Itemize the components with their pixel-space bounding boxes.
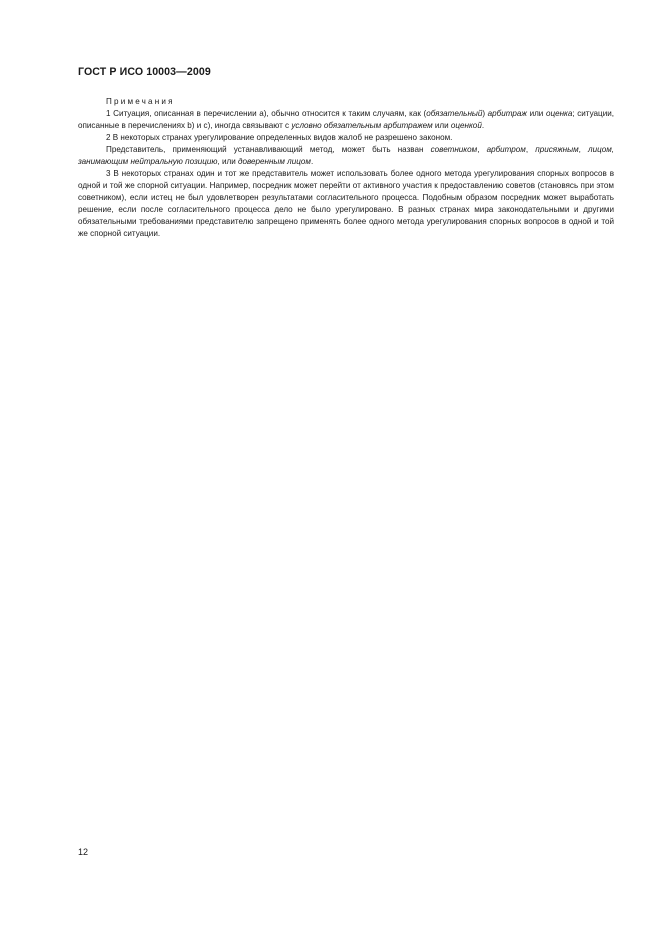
note-1-text: ; ситуации, описанные в перечислениях b) и c), иногда связывают с <box>78 109 614 130</box>
note-2: 2 В некоторых странах урегулирование определенных видов жалоб не разрешено законом. <box>106 133 453 142</box>
notes-section <box>78 96 614 240</box>
note-1-text: или <box>526 109 546 118</box>
note-2b-text: , или <box>217 157 238 166</box>
document-header: ГОСТ Р ИСО 10003—2009 <box>78 66 211 78</box>
note-2b-term: лицом, занимающим нейтральную позицию <box>78 145 615 166</box>
note-1-term: условно обязательным арбитражем <box>291 121 433 130</box>
page-number: 12 <box>78 847 89 857</box>
note-1-term: оценка <box>545 109 573 118</box>
note-3: 3 В некоторых странах один и тот же представитель может использовать более одного метода урегулирования спорных вопросов в одной и той же спорной ситуации. Например, посредник может перейти от активного участия к предоставлению советов (становясь при этом советником), если истец не был удовлетворен результатами согласительного процесса. Подобным образом посредник может выработать решение, если после согласительного процесса дело не было урегулировано. В разных странах мира законодательными и другими обязательными требованиями представителю запрещено применять более одного метода урегулирования спорных вопросов в одной и той же спорной ситуации. <box>78 169 614 238</box>
note-2b-term: арбитром <box>486 145 526 154</box>
note-2b-term: советником <box>430 145 478 154</box>
note-1-text: 1 Ситуация, описанная в перечислении а), обычно относится к таким случаям, как ( <box>106 109 427 118</box>
note-2b-text: . <box>310 157 314 166</box>
note-2b-text: , <box>525 145 536 154</box>
note-2-continuation <box>78 144 614 168</box>
note-1-text: . <box>481 121 485 130</box>
note-1-text: ) <box>482 109 488 118</box>
note-2b-text: , <box>578 145 589 154</box>
note-2b-text: , <box>477 145 487 154</box>
note-1 <box>78 108 614 132</box>
note-1-term: арбитраж <box>487 109 527 118</box>
note-2b-term: присяжным <box>535 145 579 154</box>
notes-title: Примечания <box>106 97 175 106</box>
note-2b-text: Представитель, применяющий устанавливающий метод, может быть назван <box>106 145 431 154</box>
note-1-term: обязательный <box>426 109 483 118</box>
note-1-text: или <box>432 121 451 130</box>
note-2b-term: доверенным лицом <box>238 157 311 166</box>
note-1-term: оценкой <box>450 121 482 130</box>
